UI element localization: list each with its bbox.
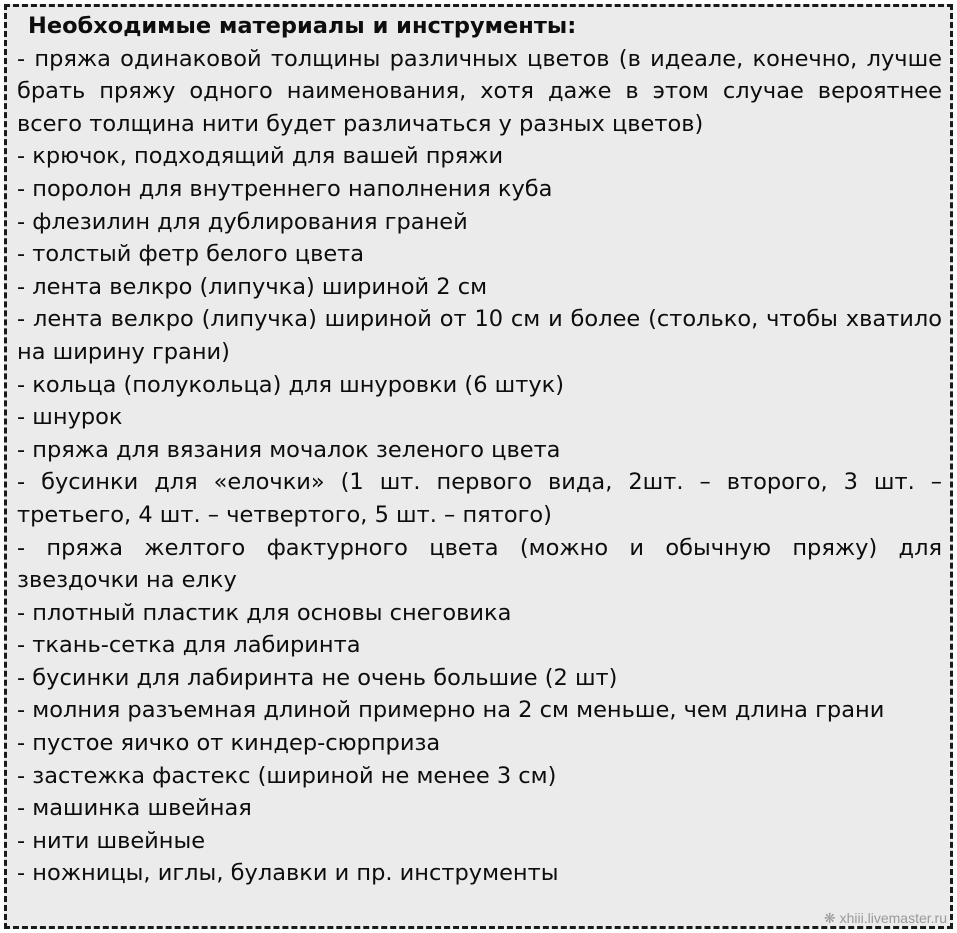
list-item: - лента велкро (липучка) шириной 2 см [17,273,488,300]
list-item: - шнурок [17,404,123,431]
list-item: - пряжа желтого фактурного цвета (можно и обычную пряжу) для звездочки на елку [17,534,942,594]
watermark-text: xhiii.livemaster.ru [839,910,947,926]
list-item: - ножницы, иглы, булавки и пр. инструменты [17,860,559,887]
list-item: - кольца (полукольца) для шнуровки (6 штук) [17,371,565,398]
list-item: - машинка швейная [17,795,252,822]
materials-content [17,10,942,890]
page-title: Необходимые материалы и инструменты: [28,13,577,39]
list-item: - толстый фетр белого цвета [17,241,365,268]
watermark [824,910,947,927]
materials-panel [4,4,953,929]
list-item: - нити швейные [17,827,206,854]
list-item: - флезилин для дублирования граней [17,208,468,235]
snowflake-icon: ❋ [823,910,836,926]
list-item: - поролон для внутреннего наполнения куба [17,175,553,202]
list-item: - лента велкро (липучка) шириной от 10 см и более (столько, чтобы хватило на ширину грани) [17,306,942,365]
list-item: - молния разъемная длиной примерно на 2 см меньше, чем длина грани [17,697,885,724]
list-item: - крючок, подходящий для вашей пряжи [17,143,504,170]
list-item: - пряжа для вязания мочалок зеленого цвета [17,436,561,463]
list-item: - бусинки для «елочки» (1 шт. первого вида, 2шт. – второго, 3 шт. – третьего, 4 шт. – четвертого, 5 шт. – пятого) [17,469,942,528]
list-item: - плотный пластик для основы снеговика [17,599,512,626]
list-item: - ткань-сетка для лабиринта [17,632,361,659]
list-item: - застежка фастекс (шириной не менее 3 см) [17,762,557,789]
list-item: - бусинки для лабиринта не очень большие (2 шт) [17,664,618,691]
list-item: - пряжа одинаковой толщины различных цветов (в идеале, конечно, лучше брать пряжу одного наименования, хотя даже в этом случае вероятнее всего толщина нити будет различаться у разных цветов) [17,45,942,137]
list-item: - пустое яичко от киндер-сюрприза [17,730,441,757]
